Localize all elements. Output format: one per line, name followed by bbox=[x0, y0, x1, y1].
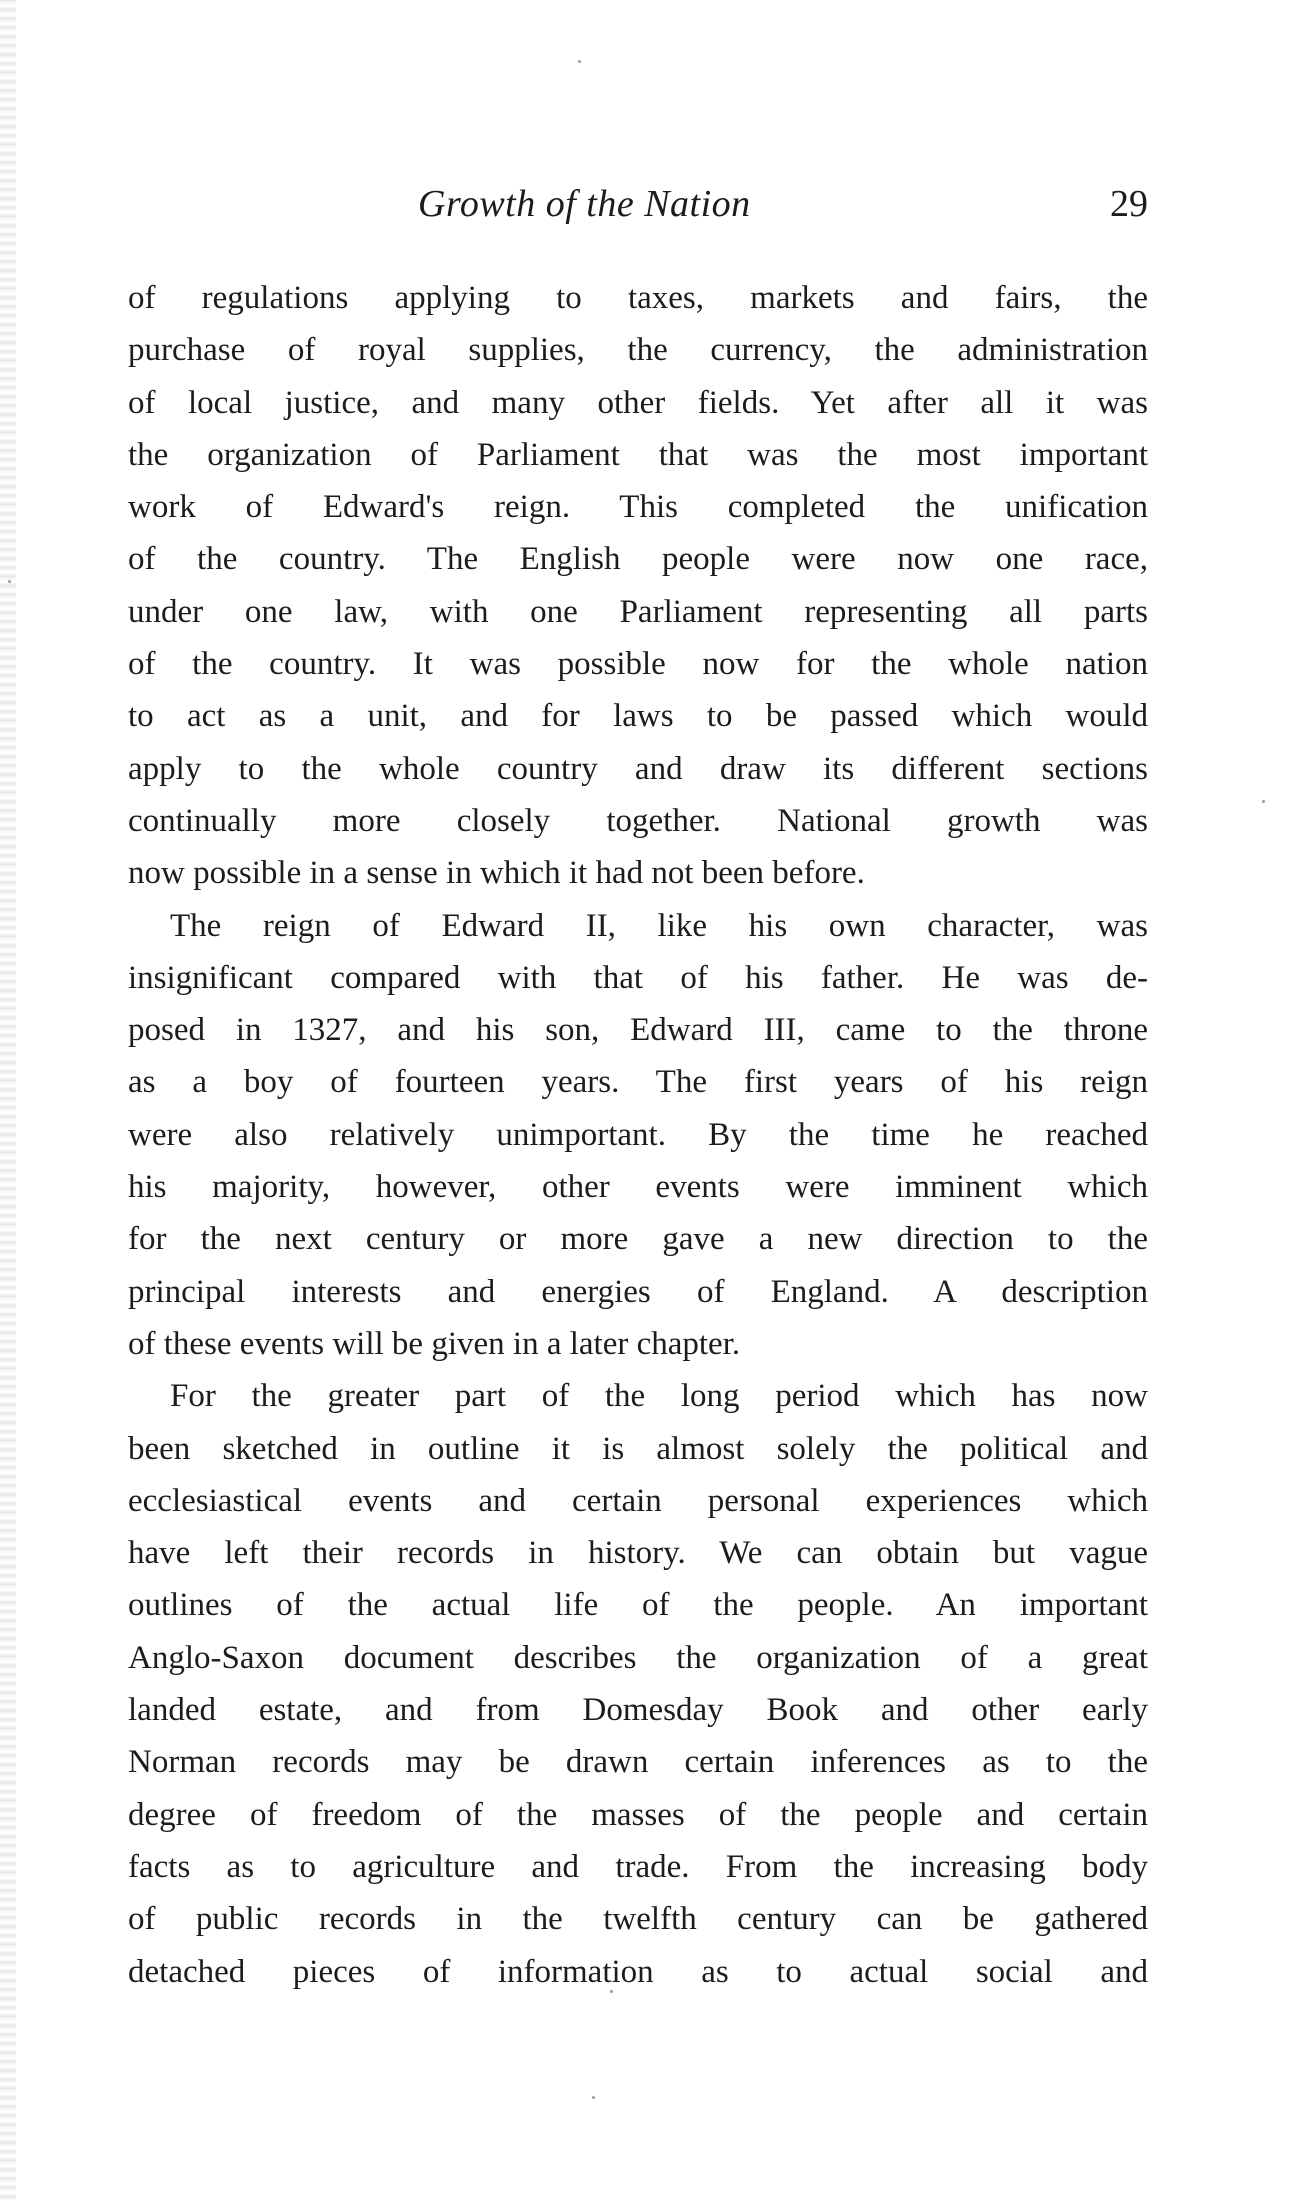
text-line: insignificant compared with that of his father. He was de- bbox=[128, 959, 1148, 996]
text-line: of the country. It was possible now for the whole nation bbox=[128, 646, 1148, 683]
text-line: apply to the whole country and draw its different sections bbox=[128, 750, 1148, 787]
body-text bbox=[128, 272, 1148, 1998]
print-speck bbox=[592, 2096, 595, 2099]
page-number: 29 bbox=[1110, 183, 1148, 225]
text-line: outlines of the actual life of the people. An important bbox=[128, 1587, 1148, 1624]
text-line: facts as to agriculture and trade. From the increasing body bbox=[128, 1848, 1148, 1885]
text-line: as a boy of fourteen years. The first years of his reign bbox=[128, 1064, 1148, 1101]
text-line: now possible in a sense in which it had not been before. bbox=[128, 855, 865, 892]
text-line: landed estate, and from Domesday Book and other early bbox=[128, 1692, 1148, 1729]
text-line: degree of freedom of the masses of the people and certain bbox=[128, 1796, 1148, 1833]
text-line: were also relatively unimportant. By the time he reached bbox=[128, 1116, 1148, 1153]
running-head bbox=[128, 182, 1148, 232]
text-line: his majority, however, other events were imminent which bbox=[128, 1169, 1148, 1206]
text-line: under one law, with one Parliament representing all parts bbox=[128, 593, 1148, 630]
text-line: Anglo-Saxon document describes the organization of a great bbox=[128, 1639, 1148, 1676]
text-line: been sketched in outline it is almost solely the political and bbox=[128, 1430, 1148, 1467]
running-title: Growth of the Nation bbox=[418, 183, 751, 225]
text-line: the organization of Parliament that was the most important bbox=[128, 436, 1148, 473]
binding-edge bbox=[0, 0, 16, 2200]
text-line: of local justice, and many other fields. Yet after all it was bbox=[128, 384, 1148, 421]
text-line: of public records in the twelfth century can be gathered bbox=[128, 1901, 1148, 1938]
text-line: principal interests and energies of England. A description bbox=[128, 1273, 1148, 1310]
text-line: detached pieces of information as to actual social and bbox=[128, 1953, 1148, 1990]
text-line: Norman records may be drawn certain inferences as to the bbox=[128, 1744, 1148, 1781]
text-line: purchase of royal supplies, the currency, the administration bbox=[128, 332, 1148, 369]
text-line: ecclesiastical events and certain personal experiences which bbox=[128, 1482, 1148, 1519]
print-speck bbox=[578, 60, 581, 63]
text-line: continually more closely together. National growth was bbox=[128, 802, 1148, 839]
text-line: to act as a unit, and for laws to be passed which would bbox=[128, 698, 1148, 735]
text-line: posed in 1327, and his son, Edward III, came to the throne bbox=[128, 1012, 1148, 1049]
text-line: The reign of Edward II, like his own character, was bbox=[170, 907, 1148, 944]
print-speck bbox=[1262, 800, 1265, 803]
print-speck bbox=[8, 580, 11, 583]
text-line: of regulations applying to taxes, markets and fairs, the bbox=[128, 280, 1148, 316]
text-line: for the next century or more gave a new direction to the bbox=[128, 1221, 1148, 1258]
text-line: of these events will be given in a later chapter. bbox=[128, 1325, 741, 1362]
print-speck bbox=[610, 1990, 613, 1993]
text-line: of the country. The English people were now one race, bbox=[128, 541, 1148, 578]
text-line: work of Edward's reign. This completed the unification bbox=[128, 489, 1148, 526]
text-line: For the greater part of the long period which has now bbox=[170, 1378, 1148, 1415]
text-line: have left their records in history. We can obtain but vague bbox=[128, 1535, 1148, 1572]
